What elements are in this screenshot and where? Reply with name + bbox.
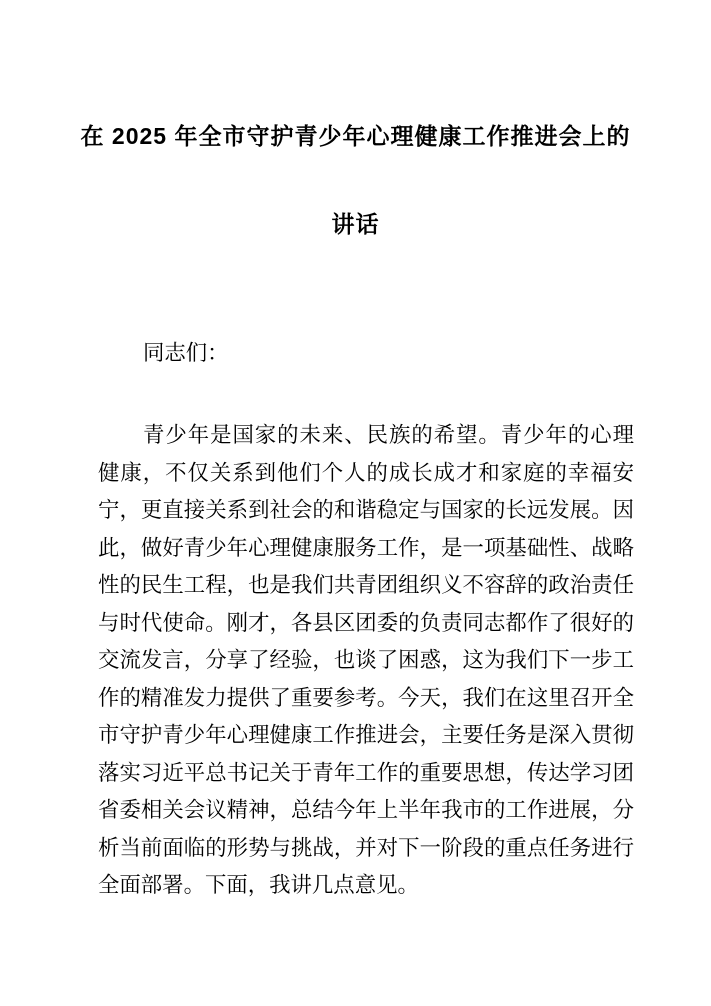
salutation: 同志们： (143, 341, 229, 365)
body-paragraph: 青少年是国家的未来、民族的希望。青少年的心理健康，不仅关系到他们个人的成长成才和家庭的幸福安宁，更直接关系到社会的和谐稳定与国家的长远发展。因此，做好青少年心理健康服务工作，是一项基础性、战略性的民生工程，也是我们共青团组织义不容辞的政治责任与时代使命。刚才，各县区团委的负责同志都作了很好的交流发言，分享了经验，也谈了困惑，这为我们下一步工作的精准发力提供了重要参考。今天，我们在这里召开全市守护青少年心理健康工作推进会，主要任务是深入贯彻落实习近平总书记关于青年工作的重要思想，传达学习团省委相关会议精神，总结今年上半年我市的工作进展，分析当前面临的形势与挑战，并对下一阶段的重点任务进行全面部署。下面，我讲几点意见。 (98, 423, 634, 897)
document-title (0, 92, 711, 268)
document-title-line-2: 讲话 (331, 211, 380, 237)
document-title-line-1: 在 2025 年全市守护青少年心理健康工作推进会上的 (80, 123, 631, 149)
